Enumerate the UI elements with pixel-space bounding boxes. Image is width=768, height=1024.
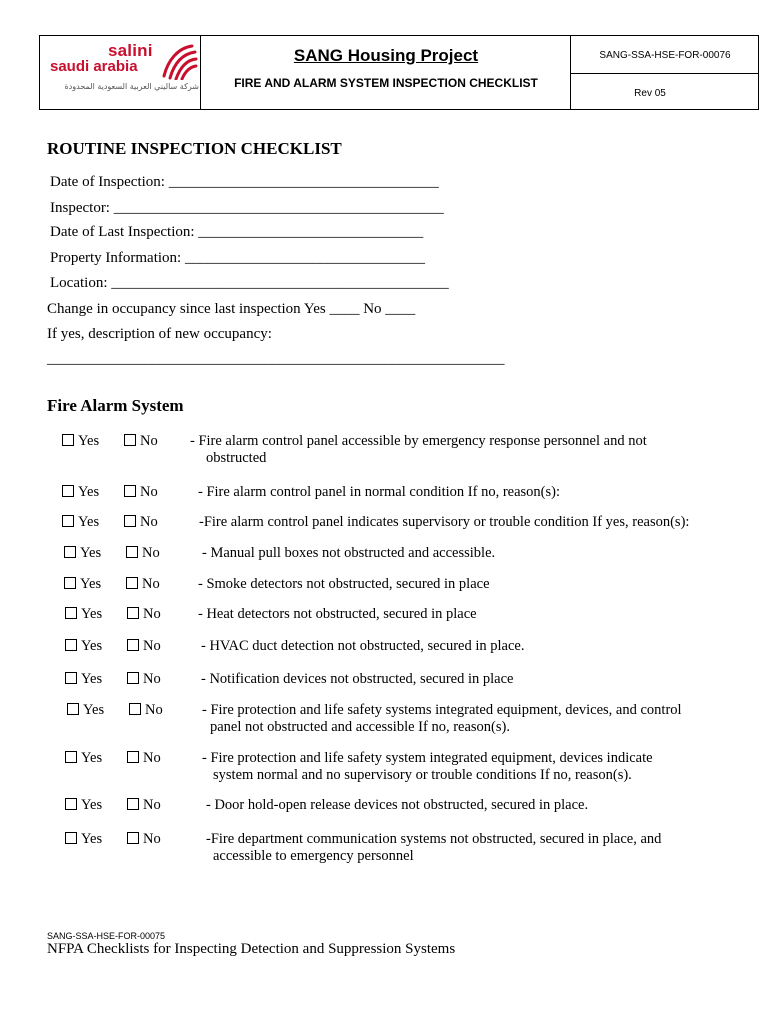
yes-label: Yes [81,671,103,687]
no-option[interactable] [126,545,160,562]
document-header [39,35,759,110]
new-occupancy-label: If yes, description of new occupancy: [47,326,272,342]
item-description-continued: obstructed [206,450,267,466]
yes-label: Yes [78,514,100,530]
no-label: No [143,797,161,813]
yes-checkbox[interactable] [67,703,79,715]
fire-alarm-heading: Fire Alarm System [47,396,184,415]
logo-arabic-text: شركة ساليني العربية السعودية المحدودة [64,82,199,91]
no-checkbox[interactable] [127,672,139,684]
yes-option[interactable] [65,831,102,848]
no-label: No [145,702,163,718]
no-checkbox[interactable] [124,434,136,446]
no-checkbox[interactable] [127,751,139,763]
item-description: - Smoke detectors not obstructed, secured in place [198,576,490,592]
yes-option[interactable] [65,606,102,623]
item-description: - Door hold-open release devices not obstructed, secured in place. [206,797,589,813]
yes-label: Yes [80,545,102,561]
no-checkbox[interactable] [126,577,138,589]
yes-label: Yes [81,750,103,766]
header-divider [570,73,758,74]
no-checkbox[interactable] [127,832,139,844]
no-label: No [140,433,158,449]
no-label: No [142,576,160,592]
item-description: - Fire protection and life safety system integrated equipment, devices indicate [202,750,653,766]
no-option[interactable] [127,606,161,623]
item-description: - HVAC duct detection not obstructed, secured in place. [201,638,525,654]
yes-option[interactable] [65,797,102,814]
no-label: No [143,671,161,687]
date-of-inspection-field: Date of Inspection: ____________________________________ [50,174,439,190]
no-option[interactable] [127,671,161,688]
yes-label: Yes [78,484,100,500]
no-checkbox[interactable] [127,607,139,619]
item-description: -Fire department communication systems not obstructed, secured in place, and [206,831,662,847]
yes-checkbox[interactable] [65,798,77,810]
yes-checkbox[interactable] [65,607,77,619]
form-title: FIRE AND ALARM SYSTEM INSPECTION CHECKLIST [234,76,538,90]
footer-text: NFPA Checklists for Inspecting Detection and Suppression Systems [47,941,456,957]
yes-label: Yes [81,606,103,622]
no-label: No [143,750,161,766]
no-option[interactable] [127,638,161,655]
yes-option[interactable] [64,545,101,562]
property-information-field: Property Information: ________________________________ [50,250,425,266]
document-code: SANG-SSA-HSE-FOR-00076 [599,50,731,61]
item-description: - Heat detectors not obstructed, secured in place [198,606,477,622]
no-label: No [140,514,158,530]
yes-label: Yes [81,797,103,813]
new-occupancy-line: _____________________________________________________________ [47,351,505,367]
logo-brand: salini [108,41,153,60]
yes-option[interactable] [67,702,104,719]
yes-checkbox[interactable] [64,577,76,589]
no-checkbox[interactable] [127,798,139,810]
no-option[interactable] [129,702,163,719]
no-option[interactable] [127,831,161,848]
no-checkbox[interactable] [126,546,138,558]
item-description-continued: system normal and no supervisory or trouble conditions If no, reason(s). [213,767,632,783]
no-label: No [143,606,161,622]
item-description-continued: accessible to emergency personnel [213,848,414,864]
item-description: - Fire alarm control panel accessible by emergency response personnel and not [190,433,647,449]
no-label: No [140,484,158,500]
logo-region: saudi arabia [50,58,138,75]
yes-option[interactable] [62,514,99,531]
revision-label: Rev 05 [634,88,666,99]
footer-code: SANG-SSA-HSE-FOR-00075 [47,931,166,941]
item-description: -Fire alarm control panel indicates supervisory or trouble condition If yes, reason(s): [199,514,690,530]
yes-checkbox[interactable] [62,515,74,527]
no-label: No [142,545,160,561]
no-option[interactable] [124,484,158,501]
no-label: No [143,638,161,654]
yes-option[interactable] [65,750,102,767]
yes-option[interactable] [65,638,102,655]
no-option[interactable] [127,797,161,814]
yes-option[interactable] [64,576,101,593]
yes-checkbox[interactable] [62,485,74,497]
item-description-continued: panel not obstructed and accessible If no, reason(s). [210,719,510,735]
date-last-inspection-field: Date of Last Inspection: ______________________________ [50,224,424,240]
yes-checkbox[interactable] [65,751,77,763]
yes-option[interactable] [62,433,99,450]
no-checkbox[interactable] [124,485,136,497]
yes-option[interactable] [62,484,99,501]
yes-label: Yes [81,638,103,654]
no-checkbox[interactable] [127,639,139,651]
item-description: - Fire protection and life safety systems integrated equipment, devices, and control [202,702,682,718]
yes-option[interactable] [65,671,102,688]
project-title: SANG Housing Project [293,46,479,65]
yes-checkbox[interactable] [62,434,74,446]
occupancy-change-field: Change in occupancy since last inspection Yes ____ No ____ [47,301,416,317]
no-checkbox[interactable] [129,703,141,715]
yes-label: Yes [80,576,102,592]
yes-checkbox[interactable] [65,672,77,684]
no-option[interactable] [126,576,160,593]
yes-checkbox[interactable] [64,546,76,558]
yes-label: Yes [78,433,100,449]
item-description: - Notification devices not obstructed, secured in place [201,671,514,687]
routine-heading: ROUTINE INSPECTION CHECKLIST [47,139,342,158]
yes-checkbox[interactable] [65,639,77,651]
no-option[interactable] [124,433,158,450]
no-label: No [143,831,161,847]
no-option[interactable] [127,750,161,767]
salini-logo-icon [158,42,198,80]
yes-label: Yes [81,831,103,847]
location-field: Location: _____________________________________________ [50,275,449,291]
inspector-field: Inspector: ____________________________________________ [50,200,444,216]
yes-label: Yes [83,702,105,718]
yes-checkbox[interactable] [65,832,77,844]
item-description: - Fire alarm control panel in normal condition If no, reason(s): [198,484,560,500]
item-description: - Manual pull boxes not obstructed and accessible. [202,545,496,561]
no-option[interactable] [124,514,158,531]
no-checkbox[interactable] [124,515,136,527]
